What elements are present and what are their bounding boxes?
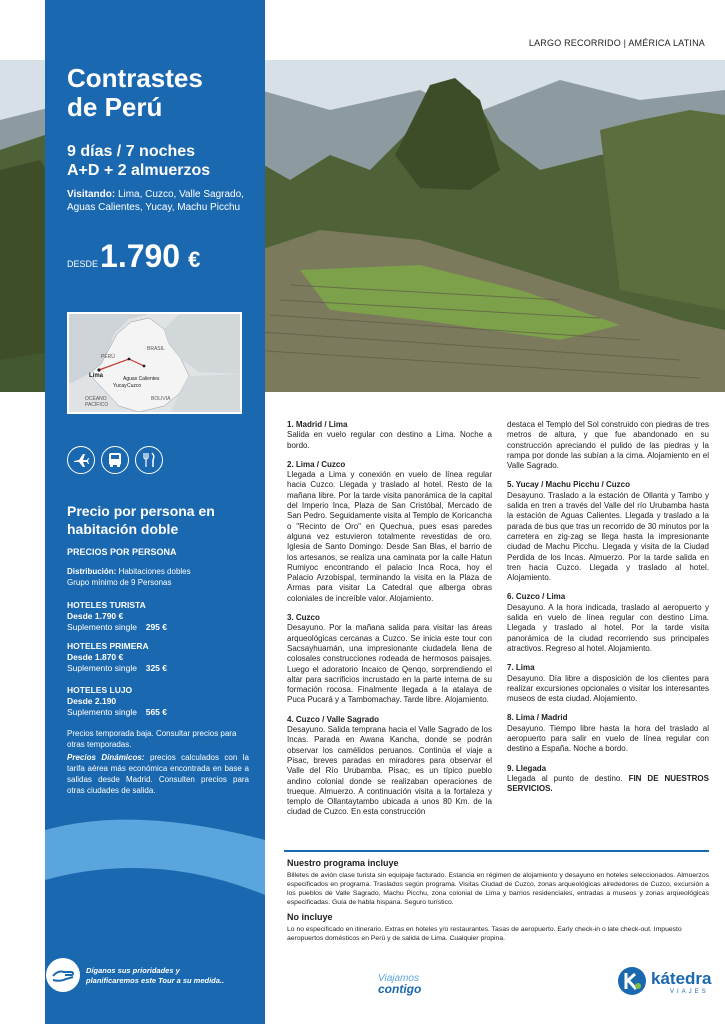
tagline: Díganos sus prioridades y planificaremos este Tour a su medida.. [86,966,225,985]
day-text: destaca el Templo del Sol construido con piedras de tres metros de altura, y que fue abandonado en su construcción apreciando el pulido de las piedras y la rampa por donde las subían a la cima. Alojamiento en el Valle Sagrado. [507,420,709,471]
supplement-value: 295 € [145,622,167,632]
price-from-label: DESDE [67,259,99,269]
hotel-price: Desde 1.870 € [67,652,124,662]
prices-subheading: PRECIOS POR PERSONA [67,547,177,557]
map-city-lima: Lima [89,373,104,379]
day-text: Desayuno. A la hora indicada, traslado al aeropuerto y salida en vuelo de línea regular con destino Lima. Llegada y traslado al hotel. Por la tarde visita panorámica de la ciudad recorriendo sus principales atractivos. Regreso al hotel. Alojamiento. [507,602,709,653]
day-title: 3. Cuzco [287,613,320,623]
slogan-line-2: contigo [378,982,422,996]
day-title: 5. Yucay / Machu Picchu / Cuzco [507,480,631,490]
visiting-places: Lima, Cuzco, Valle Sagrado, Aguas Calientes, Yucay, Machu Picchu [67,189,244,213]
hand-icon [46,958,80,992]
day-title: 8. Lima / Madrid [507,713,568,723]
visiting [67,188,257,214]
price-heading: Precio por persona en habitación doble [67,503,215,537]
itinerary-day [287,613,492,706]
itinerary-col-2 [507,420,709,804]
day-text: Salida en vuelo regular con destino a Lima. Noche a bordo. [287,430,492,450]
route-map [67,312,242,414]
day-text: Llegada a Lima y conexión en vuelo de línea regular hacia Cuzco. Llegada y traslado al hotel. Resto de la mañana libre. Por la tarde visita panorámica de la capital del Imperio Inca, Plaza de San Cristóbal, Mercado de San Pedro. Seguidamente visita al Templo de Koricancha o "Recinto de Oro" en Quechua, pues esas paredes alguna vez estuvieron totalmente revestidas de oro. Iglesia de Santo Domingo. Desde San Blas, el barrio de los artesanos, se realiza una caminata por la calle Hatun Rumiyoc encontrando el palacio Inca Roca, hoy el Palacio Arzobispal, terminando la visita en la Plaza de Armas para visitar La Catedral que alberga obras coloniales de increíble valor. Alojamiento. [287,470,492,603]
katedra-logo-icon [617,966,647,996]
day-text: Desayuno. Tiempo libre hasta la hora del traslado al aeropuerto para salir en vuelo de línea regular con destino a España. Noche a bordo. [507,723,709,754]
meals: A+D + 2 almuerzos [67,162,211,179]
distribution-value: Habitaciones dobles [118,567,191,576]
hotel-price: Desde 1.790 € [67,611,124,621]
itinerary-day [507,764,709,795]
title-line-2: de Perú [67,92,163,122]
service-icons [67,446,163,474]
slogan [378,974,421,994]
day-title: 9. Llegada [507,763,547,773]
day-text: Desayuno. Traslado a la estación de Ollanta y Tambo y salida en tren a través del Valle del río Urubamba hasta la estación de Aguas Calientes. Llegada y traslado a la parada de bus que tras un recorrido de 30 minutos por la carretera en zig-zag se llega hasta la impresionante ciudad de Machu Picchu. Llegada y visita de la Ciudad Perdida de los Incas. Almuerzo. Por la tarde salida en tren hacia Cuzco. Llegada y traslado al hotel. Alojamiento. [507,490,709,583]
itinerary-day [287,460,492,604]
not-included-text: Lo no especificado en itinerario. Extras en hoteles y/o restaurantes. Tasas de aeropuerto. Early check-in o late check-out. Impuesto aeropuertos domésticos en Perú y de salida de Lima. Cualquier propina. [287,926,682,942]
supplement-label: Suplemento single [67,622,137,632]
map-label-peru: PERÚ [101,354,115,360]
meals-icon [135,446,163,474]
day-text: Desayuno. Día libre a disposición de los clientes para realizar excursiones opcionales o visitar los interesantes museos de esta ciudad. Alojamiento. [507,673,709,704]
hotel-name: HOTELES PRIMERA [67,641,149,651]
map-city-cuzco: Cuzco [127,383,142,389]
map-label-bolivia: BOLIVIA [151,396,171,402]
visiting-label: Visitando: [67,189,116,200]
day-title: 2. Lima / Cuzco [287,459,346,469]
season-note: Precios temporada baja. Consultar precios para otras temporadas. [67,729,237,749]
itinerary-day [507,663,709,704]
distribution-label: Distribución: [67,567,117,576]
dynamic-prices-note [67,752,249,796]
includes-text: Billetes de avión clase turista sin equipaje facturado. Estancia en régimen de alojamiento y desayuno en hoteles seleccionados. Almuerzos especificados en programa. Traslados según programa. Visitas Ciudad de Cuzco, zonas arqueológicas alrededores de Cuzco, excursión a los pueblos de Valle Sagrado, Machu Picchu, zona colonial de Lima y barrios residenciales, entradas a museos y zonas arqueológicas especificadas. Guía de habla hispana. Seguro turístico. [287,872,709,906]
wave-decoration [45,800,265,1024]
day-title: 1. Madrid / Lima [287,420,348,429]
day-title: 7. Lima [507,663,535,673]
price-currency: € [188,247,201,272]
slogan-line-1: Viajamos [378,973,419,984]
sidebar [45,0,265,1024]
title-line-1: Contrastes [67,63,203,93]
section-label: LARGO RECORRIDO | AMÉRICA LATINA [528,38,705,48]
itinerary-day [287,715,492,818]
dynamic-label: Precios Dinámicos: [67,753,145,762]
itinerary-day [507,480,709,583]
day-text: Desayuno. Salida temprana hacia el Valle Sagrado de los Incas. Parada en Awana Kancha, donde se podrán observar los camélidos peruanos. Continúa el viaje a Pisac, breves paradas en miradores para observar el Valle del Río Urubamba. Pisac, es un típico pueblo andino colonial donde se realizaban operaciones de trueque. Almuerzo. A continuación visita a la fortaleza y templo de Ollantaytambo ubicada a unos 80 Km. de la ciudad de Cuzco. En esta construcción [287,725,492,817]
itinerary-continued [507,420,709,471]
hotel-turista [67,600,167,633]
day-text-main: Llegada al punto de destino. [507,773,623,783]
supplement-label: Suplemento single [67,707,137,717]
hotel-price: Desde 2.190 [67,696,117,706]
day-title: 4. Cuzco / Valle Sagrado [287,714,380,724]
hotel-name: HOTELES LUJO [67,685,133,695]
trip-duration [67,142,210,180]
divider [284,850,709,852]
map-city-aguas: Aguas Calientes [123,376,160,382]
map-label-brasil: BRASIL [147,346,165,352]
trip-title [67,64,203,122]
day-text-bold: FIN DE NUESTROS SERVICIOS. [507,773,709,794]
duration: 9 días / 7 noches [67,143,196,160]
includes-heading: Nuestro programa incluye [287,858,399,868]
not-included-heading: No incluye [287,912,333,922]
hotel-name: HOTELES TURISTA [67,600,146,610]
day-title: 6. Cuzco / Lima [507,592,566,602]
dynamic-text: precios calculados con la tarifa aérea más económica encontrada en base a salidas desde Madrid. Consulten precios para otras ciudades de salida. [67,753,249,795]
supplement-value: 325 € [145,663,167,673]
day-text [507,774,709,795]
itinerary-day [287,420,492,451]
hotel-primera [67,641,167,674]
price-from [67,238,200,275]
map-label-ocean: OCÉANO PACÍFICO [85,396,109,408]
brand-name: kátedra [651,969,712,988]
supplement-label: Suplemento single [67,663,137,673]
distribution [67,566,191,588]
itinerary-day [507,592,709,654]
itinerary-day [507,713,709,754]
map-city-yucay: Yucay [113,383,127,389]
bus-icon [101,446,129,474]
supplement-value: 565 € [145,707,167,717]
group-min: Grupo mínimo de 9 Personas [67,578,172,587]
hotel-lujo [67,685,167,718]
day-text: Desayuno. Por la mañana salida para visitar las áreas arqueológicas cercanas a Cuzco. Se inicia este tour con Sacsayhuamán, una impresionante ciudadela llena de colosales construcciones rodeada de hermosos paisajes. Luego el adoratorio Incaico de Qenqo, sorprendiendo el altar para sacrificios incrustado en la parte interna de su formación rocosa. Finalmente llegada a la atalaya de Puca Pucará y a Tambomachay. Tarde libre. Alojamiento. [287,623,492,705]
itinerary-col-1 [287,420,492,827]
price-value: 1.790 [100,238,181,274]
brand-sub: VIAJES [670,989,709,995]
plane-icon [67,446,95,474]
